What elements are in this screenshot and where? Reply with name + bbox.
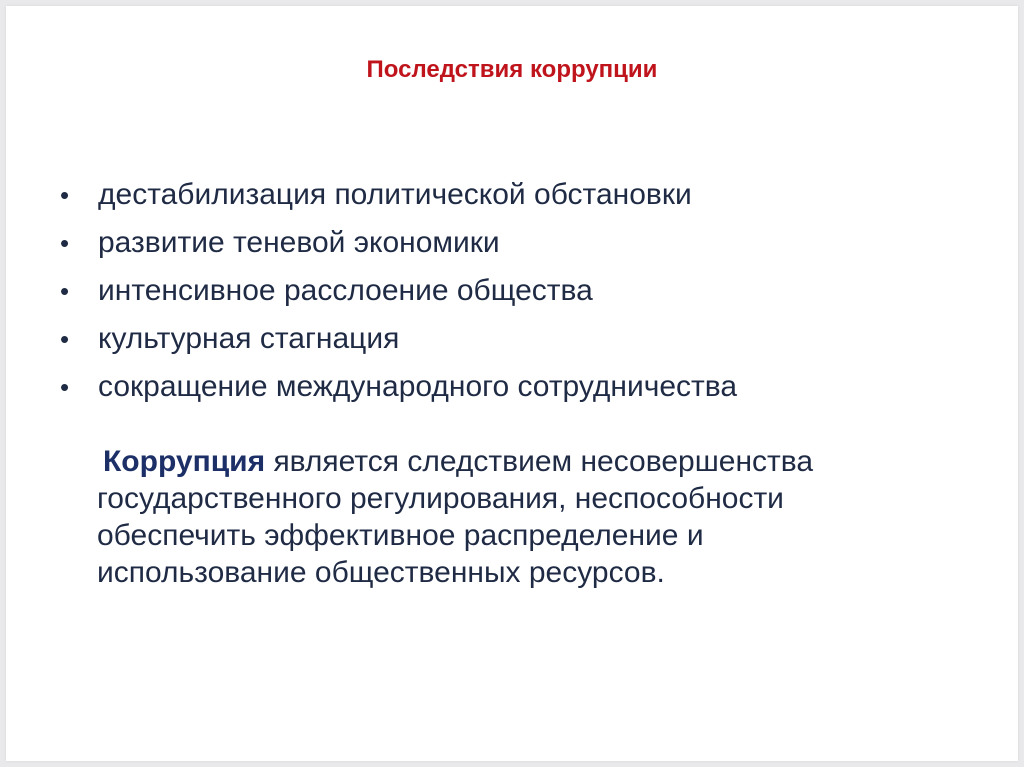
bullet-icon: • — [60, 372, 70, 402]
bullet-text: сокращение международного сотрудничества — [98, 370, 738, 403]
conclusion-paragraph — [97, 443, 937, 591]
bullet-icon: • — [60, 180, 70, 210]
bullet-item — [58, 267, 737, 315]
bullet-item — [58, 219, 737, 267]
bullet-text: дестабилизация политической обстановки — [98, 178, 692, 211]
paragraph-line-2: государственного регулирования, неспособности — [97, 482, 784, 515]
bullet-item — [58, 171, 737, 219]
slide-title: Последствия коррупции — [366, 56, 658, 83]
bullet-text: интенсивное расслоение общества — [98, 274, 593, 307]
bullet-text: развитие теневой экономики — [98, 226, 500, 259]
bullet-item — [58, 315, 737, 363]
paragraph-line-4: использование общественных ресурсов. — [97, 556, 665, 589]
bullet-item — [58, 363, 737, 411]
bullet-icon: • — [60, 324, 70, 354]
paragraph-line-1 — [97, 443, 937, 480]
paragraph-line-3: обеспечить эффективное распределение и — [97, 519, 704, 552]
paragraph-lead-term: Коррупция — [103, 445, 266, 478]
bullet-icon: • — [60, 228, 70, 258]
slide — [6, 6, 1018, 761]
paragraph-line-1-text: является следствием несовершенства — [273, 445, 814, 478]
bullet-text: культурная стагнация — [98, 322, 400, 355]
bullet-icon: • — [60, 276, 70, 306]
bullet-list — [58, 171, 737, 411]
